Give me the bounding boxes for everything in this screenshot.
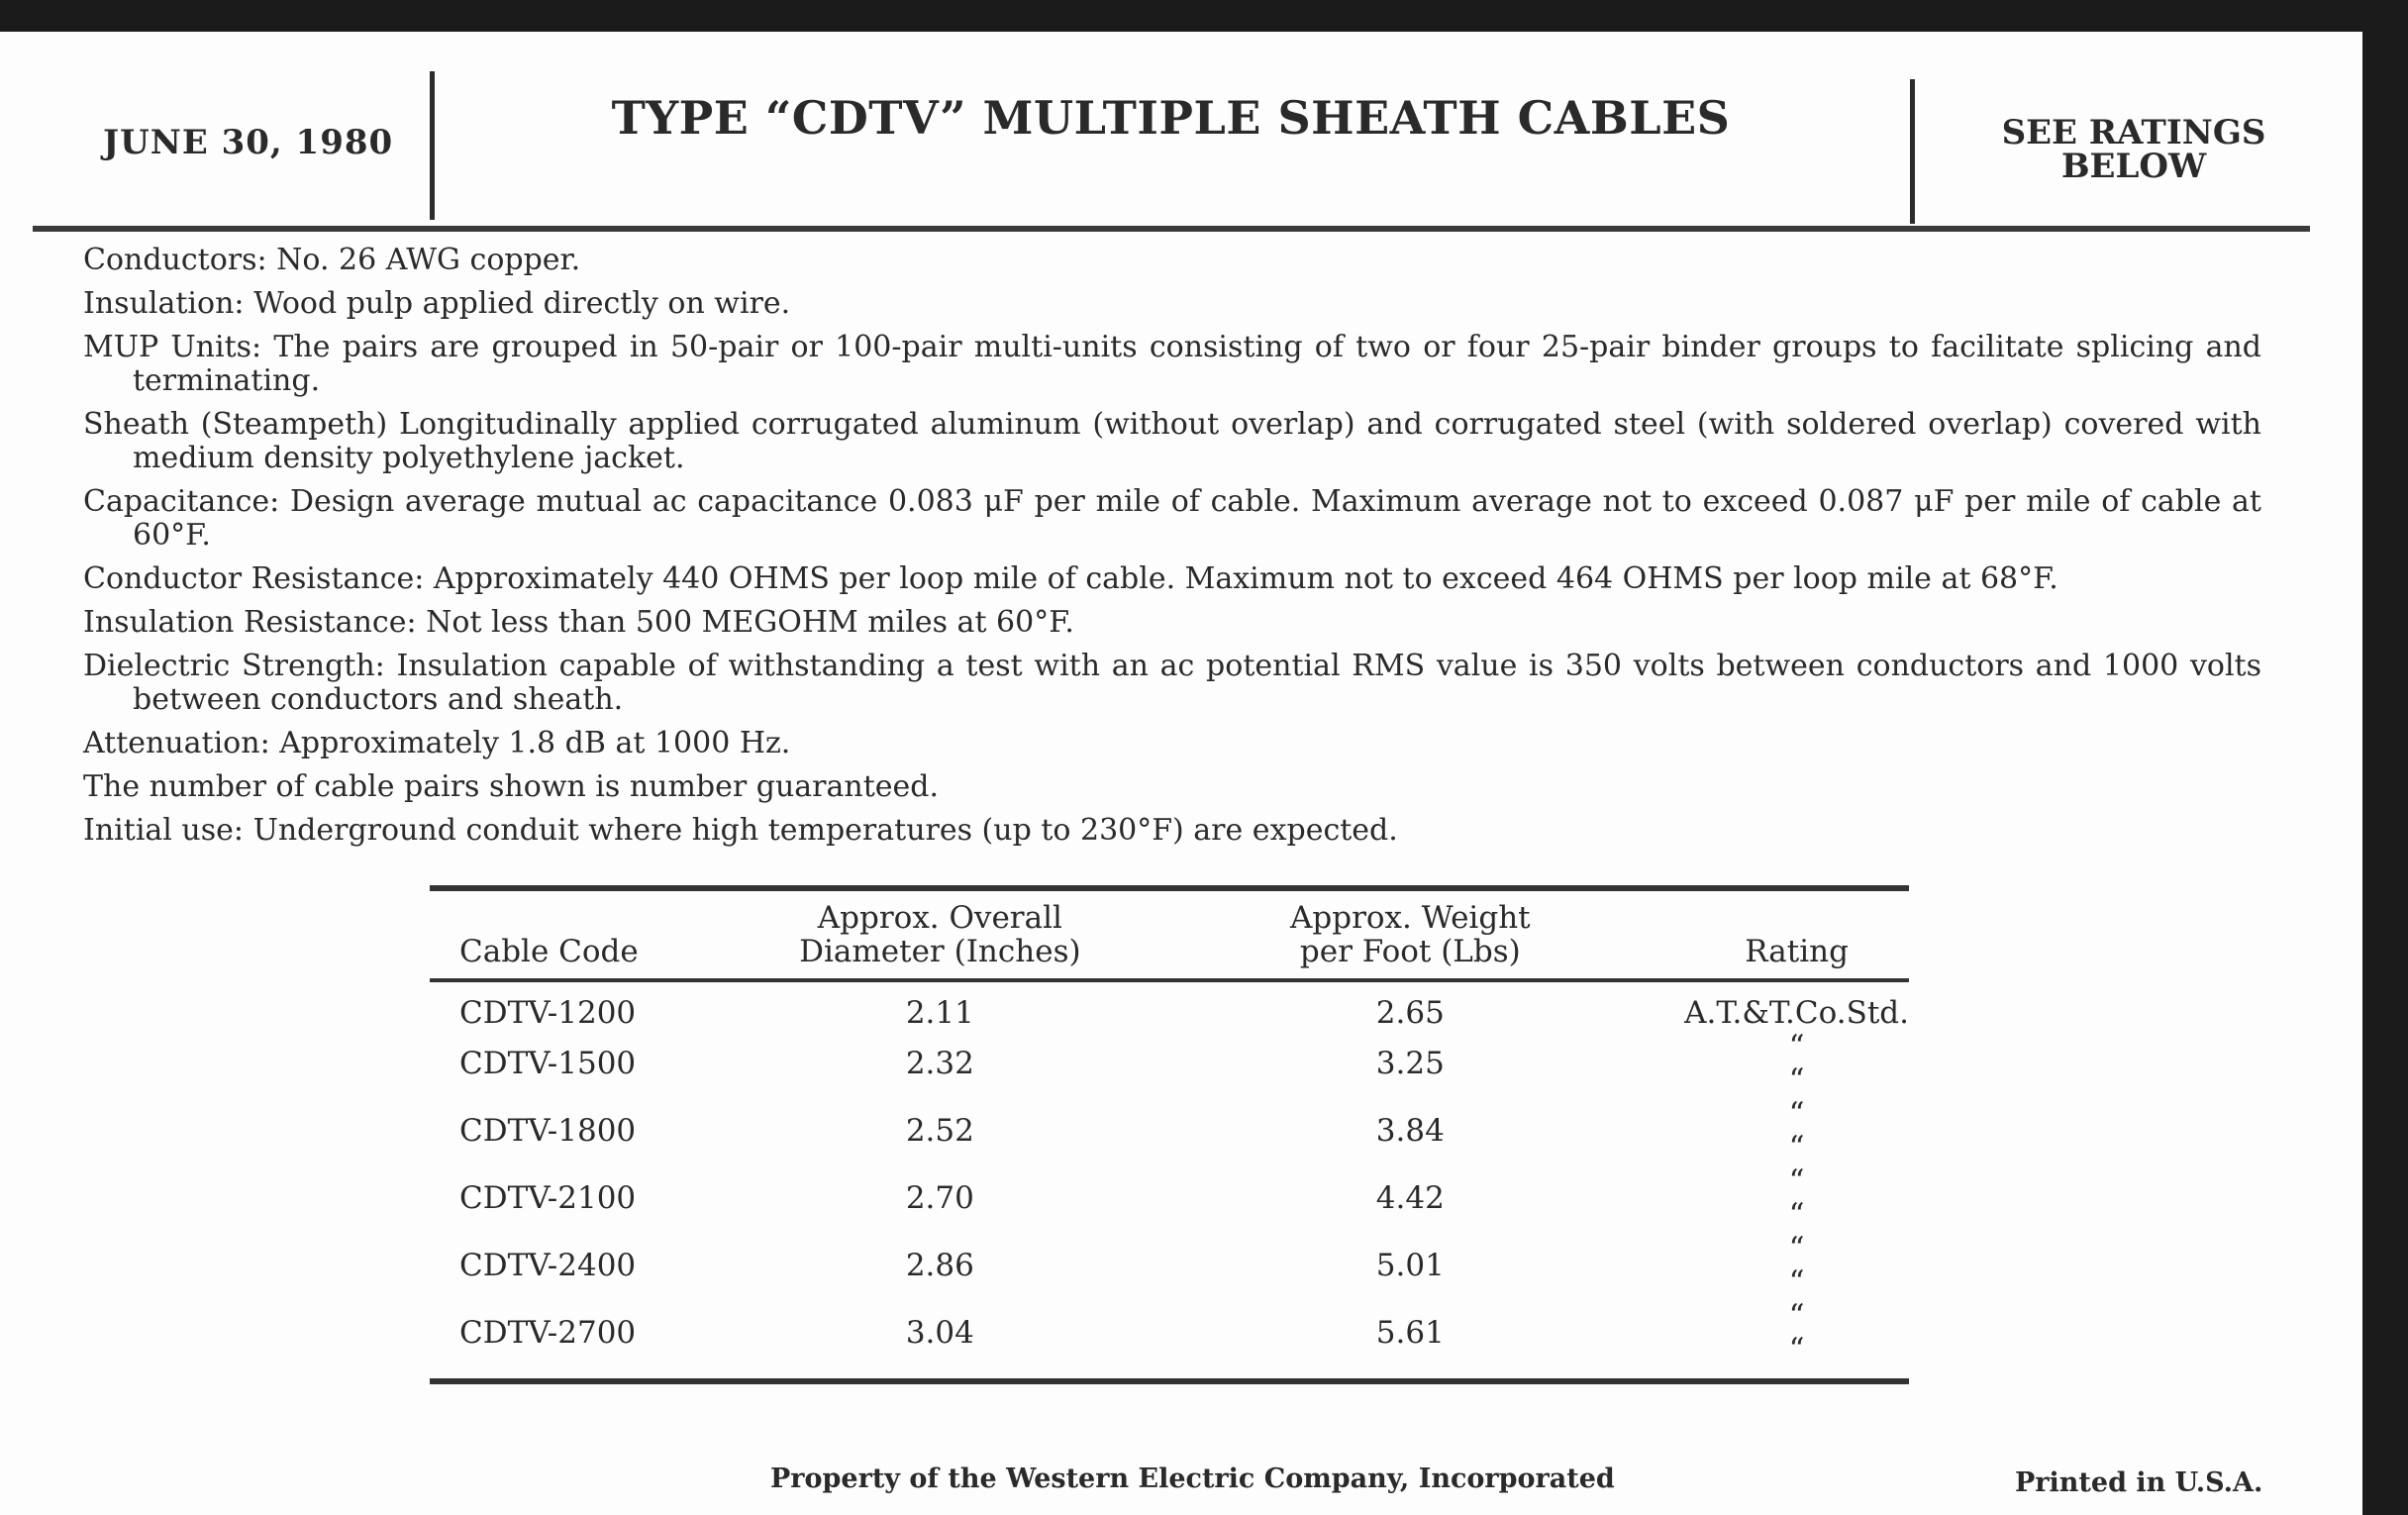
spec-text: Design average mutual ac capacitance 0.083 μF per mile of cable. Maximum average not to exceed 0.087 μF per mile of cable at 60°F. xyxy=(133,484,2261,553)
cell-cable-code: CDTV-1200 xyxy=(459,995,637,1031)
spec-text: Underground conduit where high temperatures (up to 230°F) are expected. xyxy=(252,813,1398,848)
col-header-weight xyxy=(1137,888,1685,980)
cell-diameter: 2.52 xyxy=(905,1113,974,1149)
ditto-mark: “ xyxy=(1788,1298,1805,1334)
spec-mup-units xyxy=(83,331,2261,398)
table-row xyxy=(430,980,1909,1030)
page-title: TYPE “CDTV” MULTIPLE SHEATH CABLES xyxy=(611,91,1731,145)
spec-label: Conductors: xyxy=(83,243,267,277)
cell-weight: 5.01 xyxy=(1375,1248,1445,1283)
cell-rating xyxy=(1684,1232,1909,1299)
header-divider-right xyxy=(1910,79,1915,224)
table-row xyxy=(430,1232,1909,1299)
rating-note xyxy=(1916,113,2352,186)
col-header-diameter-line2: Diameter (Inches) xyxy=(799,934,1081,969)
table-row xyxy=(430,1097,1909,1164)
cell-cable-code: CDTV-2400 xyxy=(459,1248,637,1283)
spec-conductors xyxy=(83,244,2261,277)
spec-insulation-resistance xyxy=(83,606,2261,640)
cell-diameter: 2.32 xyxy=(905,1046,974,1081)
ditto-mark: “ xyxy=(1788,1130,1805,1165)
cell-cable-code: CDTV-1800 xyxy=(459,1113,637,1149)
spec-initial-use xyxy=(83,814,2261,848)
page-header xyxy=(0,32,2362,232)
spec-label: Conductor Resistance: xyxy=(83,561,425,596)
rating-note-line2: BELOW xyxy=(2060,147,2207,186)
document-page xyxy=(0,32,2362,1515)
cell-weight: 3.25 xyxy=(1375,1046,1445,1081)
spec-insulation xyxy=(83,287,2261,321)
spec-text: The number of cable pairs shown is number guaranteed. xyxy=(83,769,940,804)
issue-date: JUNE 30, 1980 xyxy=(103,123,394,162)
ditto-mark: “ xyxy=(1788,1197,1805,1233)
spec-label: Capacitance: xyxy=(83,484,280,519)
spec-label: Initial use: xyxy=(83,813,245,848)
col-header-weight-line1: Approx. Weight xyxy=(1290,900,1531,936)
cell-diameter: 2.11 xyxy=(905,995,974,1031)
spec-text: No. 26 AWG copper. xyxy=(276,243,581,277)
ditto-mark: “ xyxy=(1788,1264,1805,1300)
cell-diameter: 2.86 xyxy=(905,1248,974,1283)
spec-conductor-resistance xyxy=(83,562,2261,596)
ditto-mark: “ xyxy=(1788,1163,1805,1199)
spec-label: Insulation Resistance: xyxy=(83,605,417,640)
cell-cable-code: CDTV-2100 xyxy=(459,1180,637,1216)
spec-capacitance xyxy=(83,485,2261,553)
cell-weight: 4.42 xyxy=(1375,1180,1445,1216)
spec-text: Approximately 1.8 dB at 1000 Hz. xyxy=(279,726,791,760)
spec-label: Attenuation: xyxy=(83,726,270,760)
spec-text: Not less than 500 MEGOHM miles at 60°F. xyxy=(426,605,1074,640)
col-header-diameter-line1: Approx. Overall xyxy=(817,900,1062,936)
table-row xyxy=(430,1030,1909,1097)
table-row xyxy=(430,1164,1909,1232)
spec-label: MUP Units: xyxy=(83,330,262,364)
col-header-rating: Rating xyxy=(1745,934,1849,969)
cell-diameter: 2.70 xyxy=(905,1180,974,1216)
col-header-weight-line2: per Foot (Lbs) xyxy=(1299,934,1521,969)
cell-diameter: 3.04 xyxy=(905,1315,974,1351)
cell-rating: A.T.&T.Co.Std. xyxy=(1684,995,1909,1031)
header-divider-left xyxy=(430,71,435,220)
spec-text: Longitudinally applied corrugated aluminum (without overlap) and corrugated steel (with soldered overlap) covered with medium density polyethylene jacket. xyxy=(133,407,2261,475)
col-header-diameter xyxy=(744,888,1136,980)
spec-attenuation xyxy=(83,727,2261,760)
spec-text: Wood pulp applied directly on wire. xyxy=(253,286,791,321)
cell-rating xyxy=(1684,1097,1909,1164)
spec-pairs-note xyxy=(83,770,2261,804)
rating-note-line1: SEE RATINGS xyxy=(2001,113,2266,152)
footer-property-note: Property of the Western Electric Company, Incorporated xyxy=(770,1464,1615,1494)
cell-cable-code: CDTV-2700 xyxy=(459,1315,637,1351)
table-header-row xyxy=(430,888,1909,980)
ditto-mark: “ xyxy=(1788,1332,1805,1367)
cell-weight: 5.61 xyxy=(1375,1315,1445,1351)
spec-sheath xyxy=(83,408,2261,475)
cell-rating xyxy=(1684,1299,1909,1381)
header-rule xyxy=(33,226,2310,232)
col-header-cable-code: Cable Code xyxy=(459,934,639,969)
cell-weight: 3.84 xyxy=(1375,1113,1445,1149)
table-row xyxy=(430,1299,1909,1381)
specifications-list xyxy=(83,244,2261,858)
cable-table xyxy=(430,885,1909,1384)
cell-cable-code: CDTV-1500 xyxy=(459,1046,637,1081)
spec-dielectric-strength xyxy=(83,650,2261,717)
spec-label: Sheath (Steampeth) xyxy=(83,407,388,442)
cell-rating xyxy=(1684,1164,1909,1232)
footer-printed-note: Printed in U.S.A. xyxy=(2015,1467,2263,1498)
cell-rating xyxy=(1684,1030,1909,1097)
spec-label: Dielectric Strength: xyxy=(83,649,385,683)
spec-text: Insulation capable of withstanding a test with an ac potential RMS value is 350 volts between conductors and 1000 volts between conductors and sheath. xyxy=(133,649,2261,717)
spec-label: Insulation: xyxy=(83,286,245,321)
ditto-mark: “ xyxy=(1788,1231,1805,1266)
ditto-mark: “ xyxy=(1788,1029,1805,1064)
cell-weight: 2.65 xyxy=(1375,995,1445,1031)
ditto-mark: “ xyxy=(1788,1062,1805,1098)
spec-text: Approximately 440 OHMS per loop mile of cable. Maximum not to exceed 464 OHMS per loop mile at 68°F. xyxy=(433,561,2058,596)
spec-text: The pairs are grouped in 50-pair or 100-pair multi-units consisting of two or four 25-pair binder groups to facilitate splicing and terminating. xyxy=(133,330,2261,398)
ditto-mark: “ xyxy=(1788,1096,1805,1132)
